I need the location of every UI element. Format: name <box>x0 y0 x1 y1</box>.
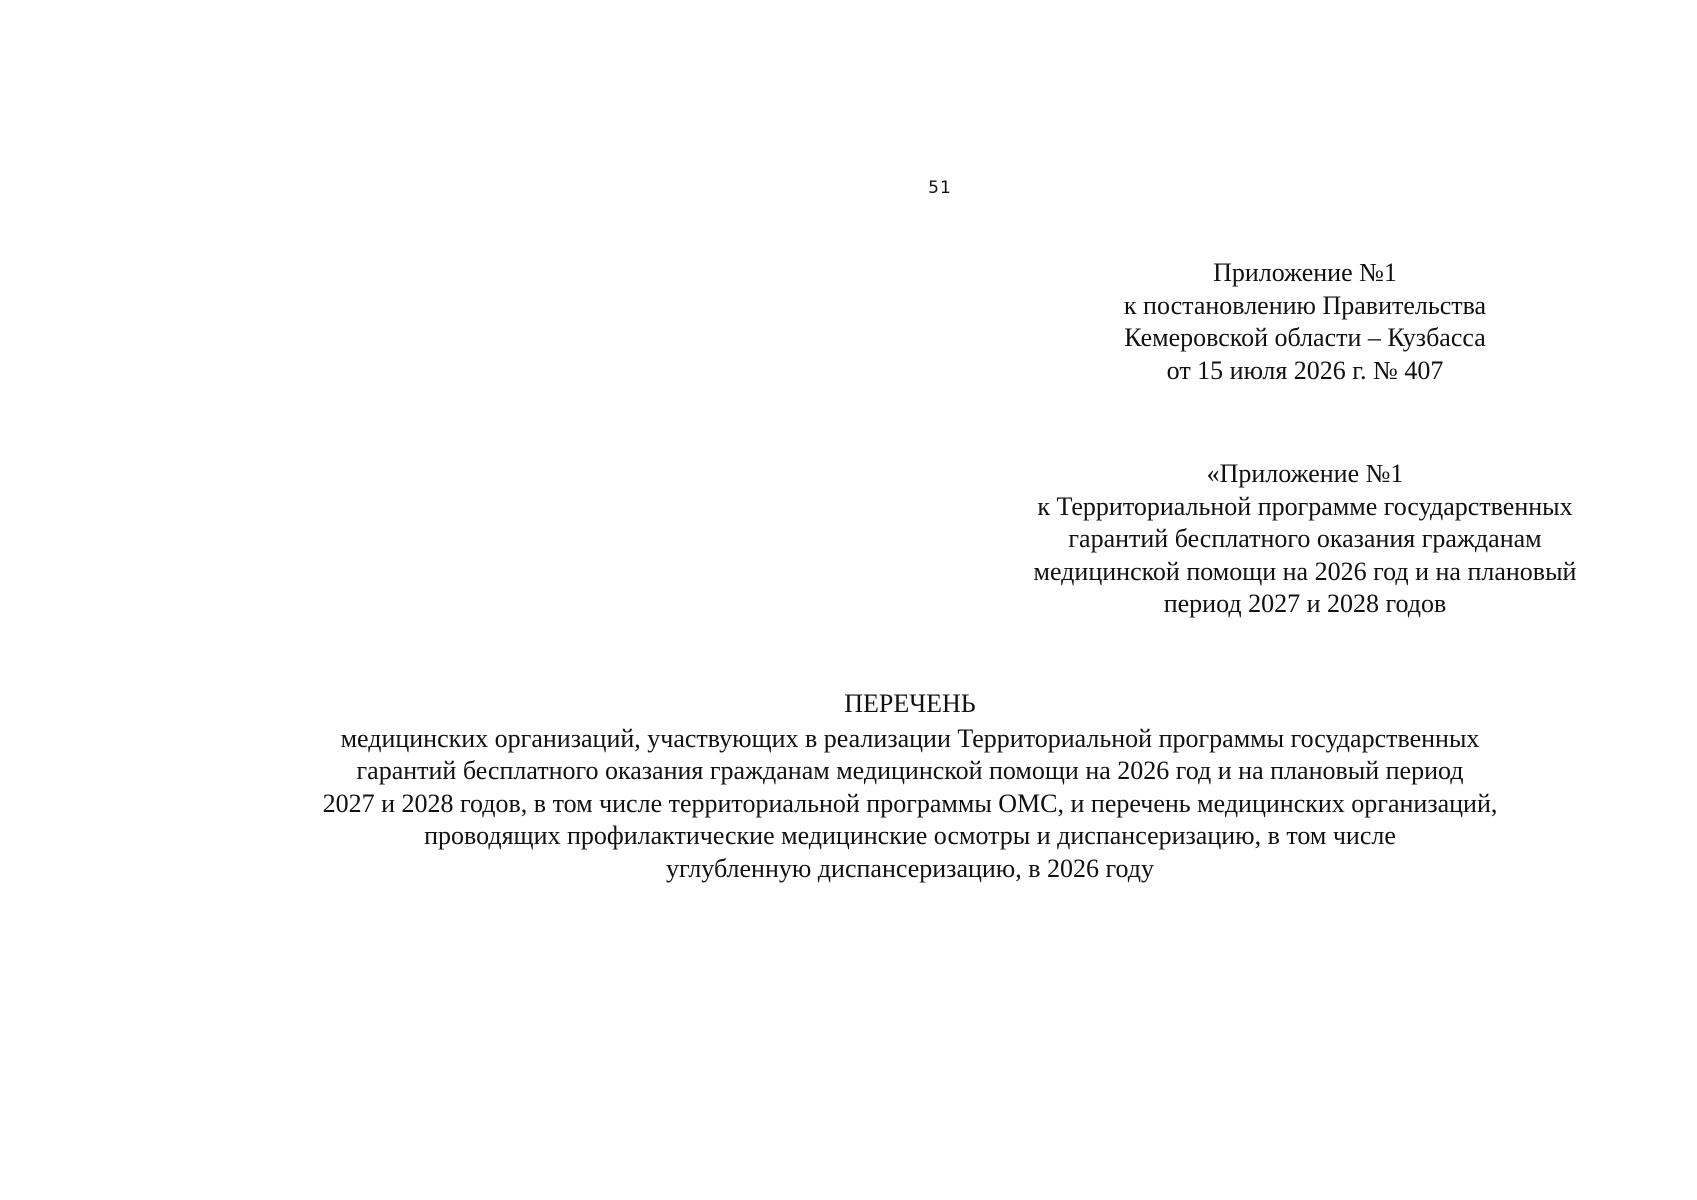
list-heading: ПЕРЕЧЕНЬ <box>844 689 976 718</box>
program-appendix-line: период 2027 и 2028 годов <box>1163 589 1447 618</box>
resolution-appendix-line: от 15 июля 2026 г. № 407 <box>1166 355 1444 385</box>
resolution-appendix-header <box>1090 257 1520 387</box>
program-appendix-line: гарантий бесплатного оказания гражданам <box>1068 524 1542 553</box>
program-appendix-header <box>990 458 1620 621</box>
list-title-line: 2027 и 2028 годов, в том числе территориальной программы ОМС, и перечень медицинских организаций, <box>322 788 1498 818</box>
resolution-appendix-line: Кемеровской области – Кузбасса <box>1124 323 1486 352</box>
list-title-line: углубленную диспансеризацию, в 2026 году <box>665 853 1155 883</box>
list-title-line: проводящих профилактические медицинские осмотры и диспансеризацию, в том числе <box>424 821 1396 850</box>
resolution-appendix-line: к постановлению Правительства <box>1123 290 1487 320</box>
page-number: 51 <box>928 178 952 198</box>
program-appendix-line: «Приложение №1 <box>1206 459 1404 488</box>
program-appendix-line: к Территориальной программе государственных <box>1037 491 1573 521</box>
list-title-line: медицинских организаций, участвующих в реализации Территориальной программы государственных <box>340 723 1480 753</box>
program-appendix-line: медицинской помощи на 2026 год и на плановый <box>1033 556 1577 586</box>
list-title-line: гарантий бесплатного оказания гражданам медицинской помощи на 2026 год и на плановый период <box>356 756 1464 785</box>
list-title-block <box>240 688 1580 885</box>
resolution-appendix-line: Приложение №1 <box>1213 258 1397 287</box>
